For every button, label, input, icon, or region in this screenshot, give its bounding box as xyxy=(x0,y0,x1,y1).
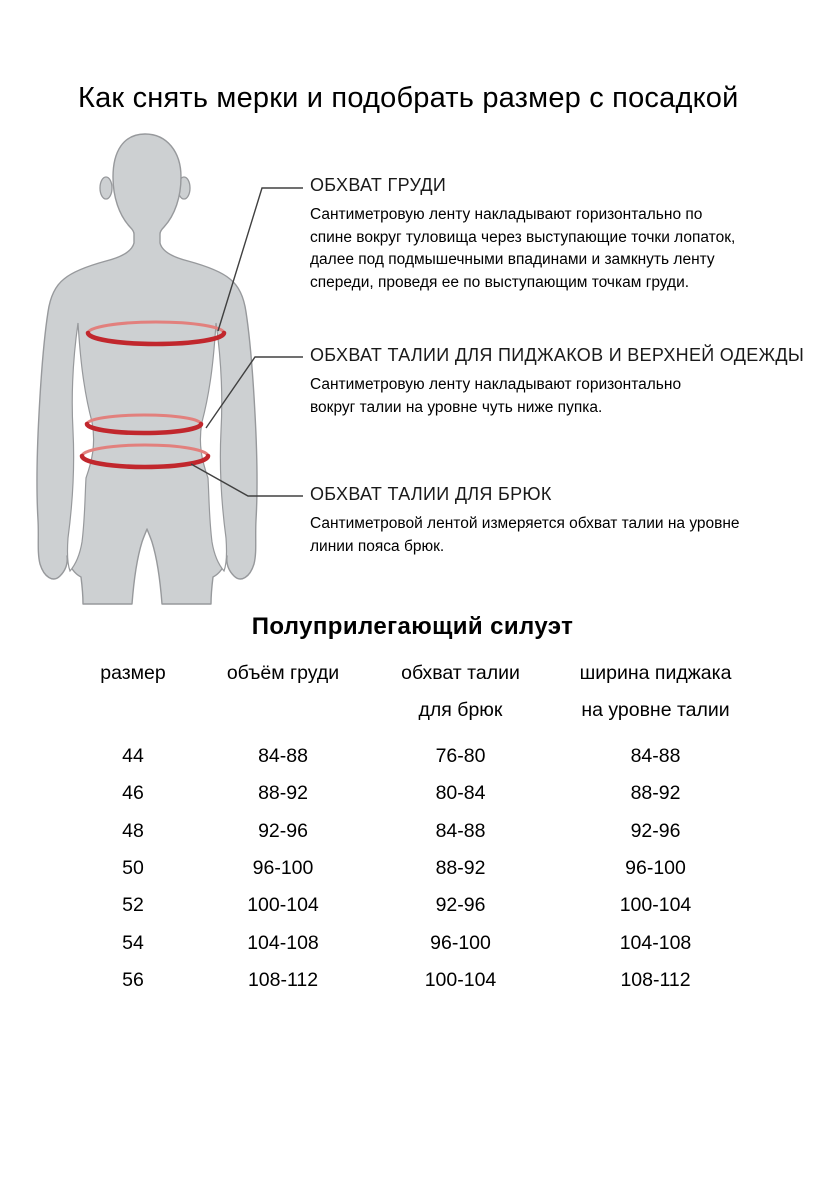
chest-cell: 100-104 xyxy=(247,894,319,917)
jacket-width-cell: 92-96 xyxy=(630,819,681,842)
waist-cell: 84-88 xyxy=(435,819,486,842)
column-subheader-jacket-width: на уровне талии xyxy=(581,699,730,721)
measurement-title-trouser-waist: ОБХВАТ ТАЛИИ ДЛЯ БРЮК xyxy=(310,484,552,504)
column-header-jacket-width: ширина пиджака xyxy=(579,662,732,684)
table-row xyxy=(58,924,748,961)
chest-cell: 92-96 xyxy=(258,819,308,842)
chest-cell: 84-88 xyxy=(258,745,308,768)
size-table-title: Полуприлегающий силуэт xyxy=(251,613,574,640)
chest-cell: 88-92 xyxy=(258,782,308,805)
jacket-width-cell: 88-92 xyxy=(630,782,681,805)
measurement-title-chest: ОБХВАТ ГРУДИ xyxy=(310,175,447,195)
column-header-chest: объём груди xyxy=(226,662,340,684)
measurement-description-trouser-waist: Сантиметровой лентой измеряется обхват талии на уровне линии пояса брюк. xyxy=(310,515,740,555)
column-header-size: размер xyxy=(100,662,166,684)
column-header-waist: обхват талии xyxy=(401,662,520,684)
waist-cell: 100-104 xyxy=(424,968,497,991)
jacket-width-cell: 104-108 xyxy=(619,931,692,954)
size-cell: 46 xyxy=(122,782,144,805)
table-row xyxy=(58,962,748,999)
chest-cell: 104-108 xyxy=(247,931,319,954)
jacket-width-cell: 108-112 xyxy=(620,968,691,991)
chest-cell: 96-100 xyxy=(252,857,314,880)
column-subheader-waist: для брюк xyxy=(418,699,503,721)
measurement-description-jacket-waist: Сантиметровую ленту накладывают горизонтально вокруг талии на уровне чуть ниже пупка. xyxy=(310,376,682,416)
table-header-row-1 xyxy=(58,662,748,699)
table-header-row-2 xyxy=(58,699,748,738)
measurement-label-jacket-waist xyxy=(310,345,804,419)
size-cell: 56 xyxy=(122,968,144,991)
waist-cell: 88-92 xyxy=(435,857,486,880)
male-silhouette-figure xyxy=(20,126,320,626)
measurement-title-jacket-waist: ОБХВАТ ТАЛИИ ДЛЯ ПИДЖАКОВ И ВЕРХНЕЙ ОДЕЖДЫ xyxy=(310,345,805,365)
size-cell: 48 xyxy=(122,819,144,842)
measurement-description-chest: Сантиметровую ленту накладывают горизонтально по спине вокруг туловища через выступающие точки лопаток, далее под подмышечными впадинами и замкнуть ленту спереди, проведя ее по выступающим точкам груди. xyxy=(310,206,736,291)
jacket-width-cell: 96-100 xyxy=(625,857,686,880)
waist-cell: 80-84 xyxy=(435,782,486,805)
table-row xyxy=(58,813,748,850)
size-cell: 44 xyxy=(122,745,144,768)
measurement-label-trouser-waist xyxy=(310,484,740,558)
table-row xyxy=(58,775,748,812)
size-cell: 54 xyxy=(122,931,144,954)
size-table-rows xyxy=(58,738,748,999)
table-row xyxy=(58,887,748,924)
measurement-label-chest xyxy=(310,175,735,294)
size-cell: 52 xyxy=(122,894,144,917)
size-cell: 50 xyxy=(122,857,144,880)
size-table xyxy=(58,662,748,999)
table-row xyxy=(58,738,748,775)
table-row xyxy=(58,850,748,887)
waist-cell: 96-100 xyxy=(430,931,491,954)
page-title: Как снять мерки и подобрать размер с посадкой xyxy=(78,82,739,114)
waist-cell: 92-96 xyxy=(435,894,486,917)
waist-cell: 76-80 xyxy=(435,745,486,768)
jacket-width-cell: 100-104 xyxy=(619,894,692,917)
jacket-width-cell: 84-88 xyxy=(630,745,681,768)
chest-cell: 108-112 xyxy=(247,968,319,991)
